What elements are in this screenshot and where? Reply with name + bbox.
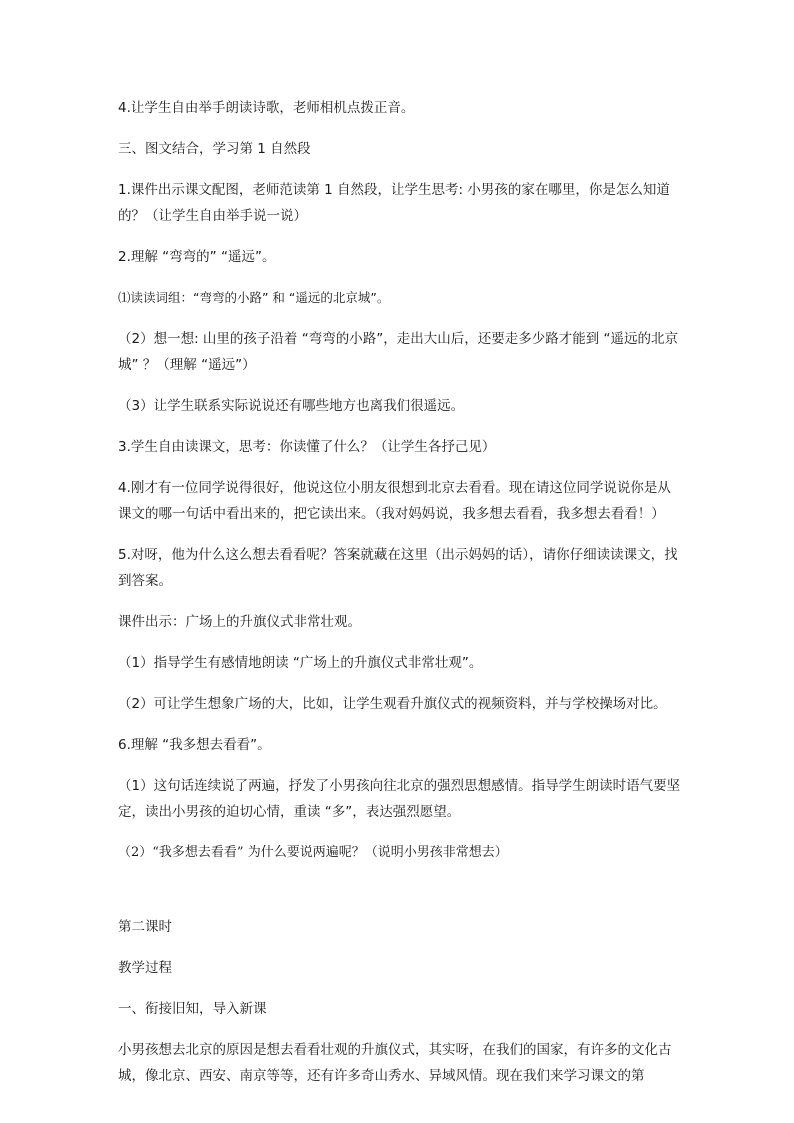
- paragraph-step-2: 2.理解 “弯弯的” “遥远”。: [118, 249, 276, 265]
- paragraph-step-3: 3.学生自由读课文，思考：你读懂了什么？（让学生各抒己见）: [118, 439, 496, 455]
- paragraph-step-2-3: （3）让学生联系实际说说还有哪些地方也离我们很遥远。: [118, 398, 465, 414]
- paragraph-step-2-2: （2）想一想: 山里的孩子沿着 “弯弯的小路”，走出大山后，还要走多少路才能到 “遥远的北京城” ？（理解 “遥远”）: [118, 331, 678, 373]
- teaching-process-heading: 教学过程: [118, 960, 172, 976]
- section-heading-1: 一、衔接旧知，导入新课: [118, 1001, 267, 1017]
- paragraph-read-poem: 4.让学生自由举手朗读诗歌，老师相机点拨正音。: [118, 100, 415, 116]
- paragraph-step-4: 4.刚才有一位同学说得很好，他说这位小朋友很想到北京去看看。现在请这位同学说说你是从课文的哪一句话中看出来的，把它读出来。（我对妈妈说，我多想去看看，我多想去看看！）: [118, 480, 671, 522]
- paragraph-step-2-1: ⑴读读词组：“弯弯的小路” 和 “遥远的北京城”。: [118, 290, 390, 305]
- lesson-two-title: 第二课时: [118, 919, 172, 935]
- paragraph-step-6-2: （2）“我多想去看看” 为什么要说两遍呢？（说明小男孩非常想去）: [118, 845, 508, 860]
- paragraph-intro: 小男孩想去北京的原因是想去看看壮观的升旗仪式，其实呀，在我们的国家，有许多的文化古城，像北京、西安、南京等等，还有许多奇山秀水、异域风情。现在我们来学习课文的第: [118, 1042, 672, 1084]
- section-heading-3: 三、图文结合，学习第 1 自然段: [118, 141, 311, 157]
- paragraph-step-6: 6.理解 “我多想去看看”。: [118, 737, 271, 753]
- document-page: [118, 95, 684, 1104]
- paragraph-courseware-2: （2）可让学生想象广场的大，比如，让学生观看升旗仪式的视频资料，并与学校操场对比。: [118, 696, 667, 712]
- paragraph-step-6-1: （1）这句话连续说了两遍，抒发了小男孩向往北京的强烈思想感情。指导学生朗读时语气要坚定，读出小男孩的迫切心情，重读 “多”，表达强烈愿望。: [118, 778, 681, 820]
- paragraph-step-1: 1.课件出示课文配图，老师范读第 1 自然段，让学生思考: 小男孩的家在哪里，你是怎么知道的？（让学生自由举手说一说）: [118, 182, 670, 224]
- paragraph-step-5: 5.对呀，他为什么这么想去看看呢？答案就藏在这里（出示妈妈的话），请你仔细读读课文，找到答案。: [118, 547, 678, 589]
- paragraph-courseware: 课件出示：广场上的升旗仪式非常壮观。: [118, 614, 361, 630]
- section-spacer: [118, 881, 684, 914]
- paragraph-courseware-1: （1）指导学生有感情地朗读 “广场上的升旗仪式非常壮观”。: [118, 655, 483, 671]
